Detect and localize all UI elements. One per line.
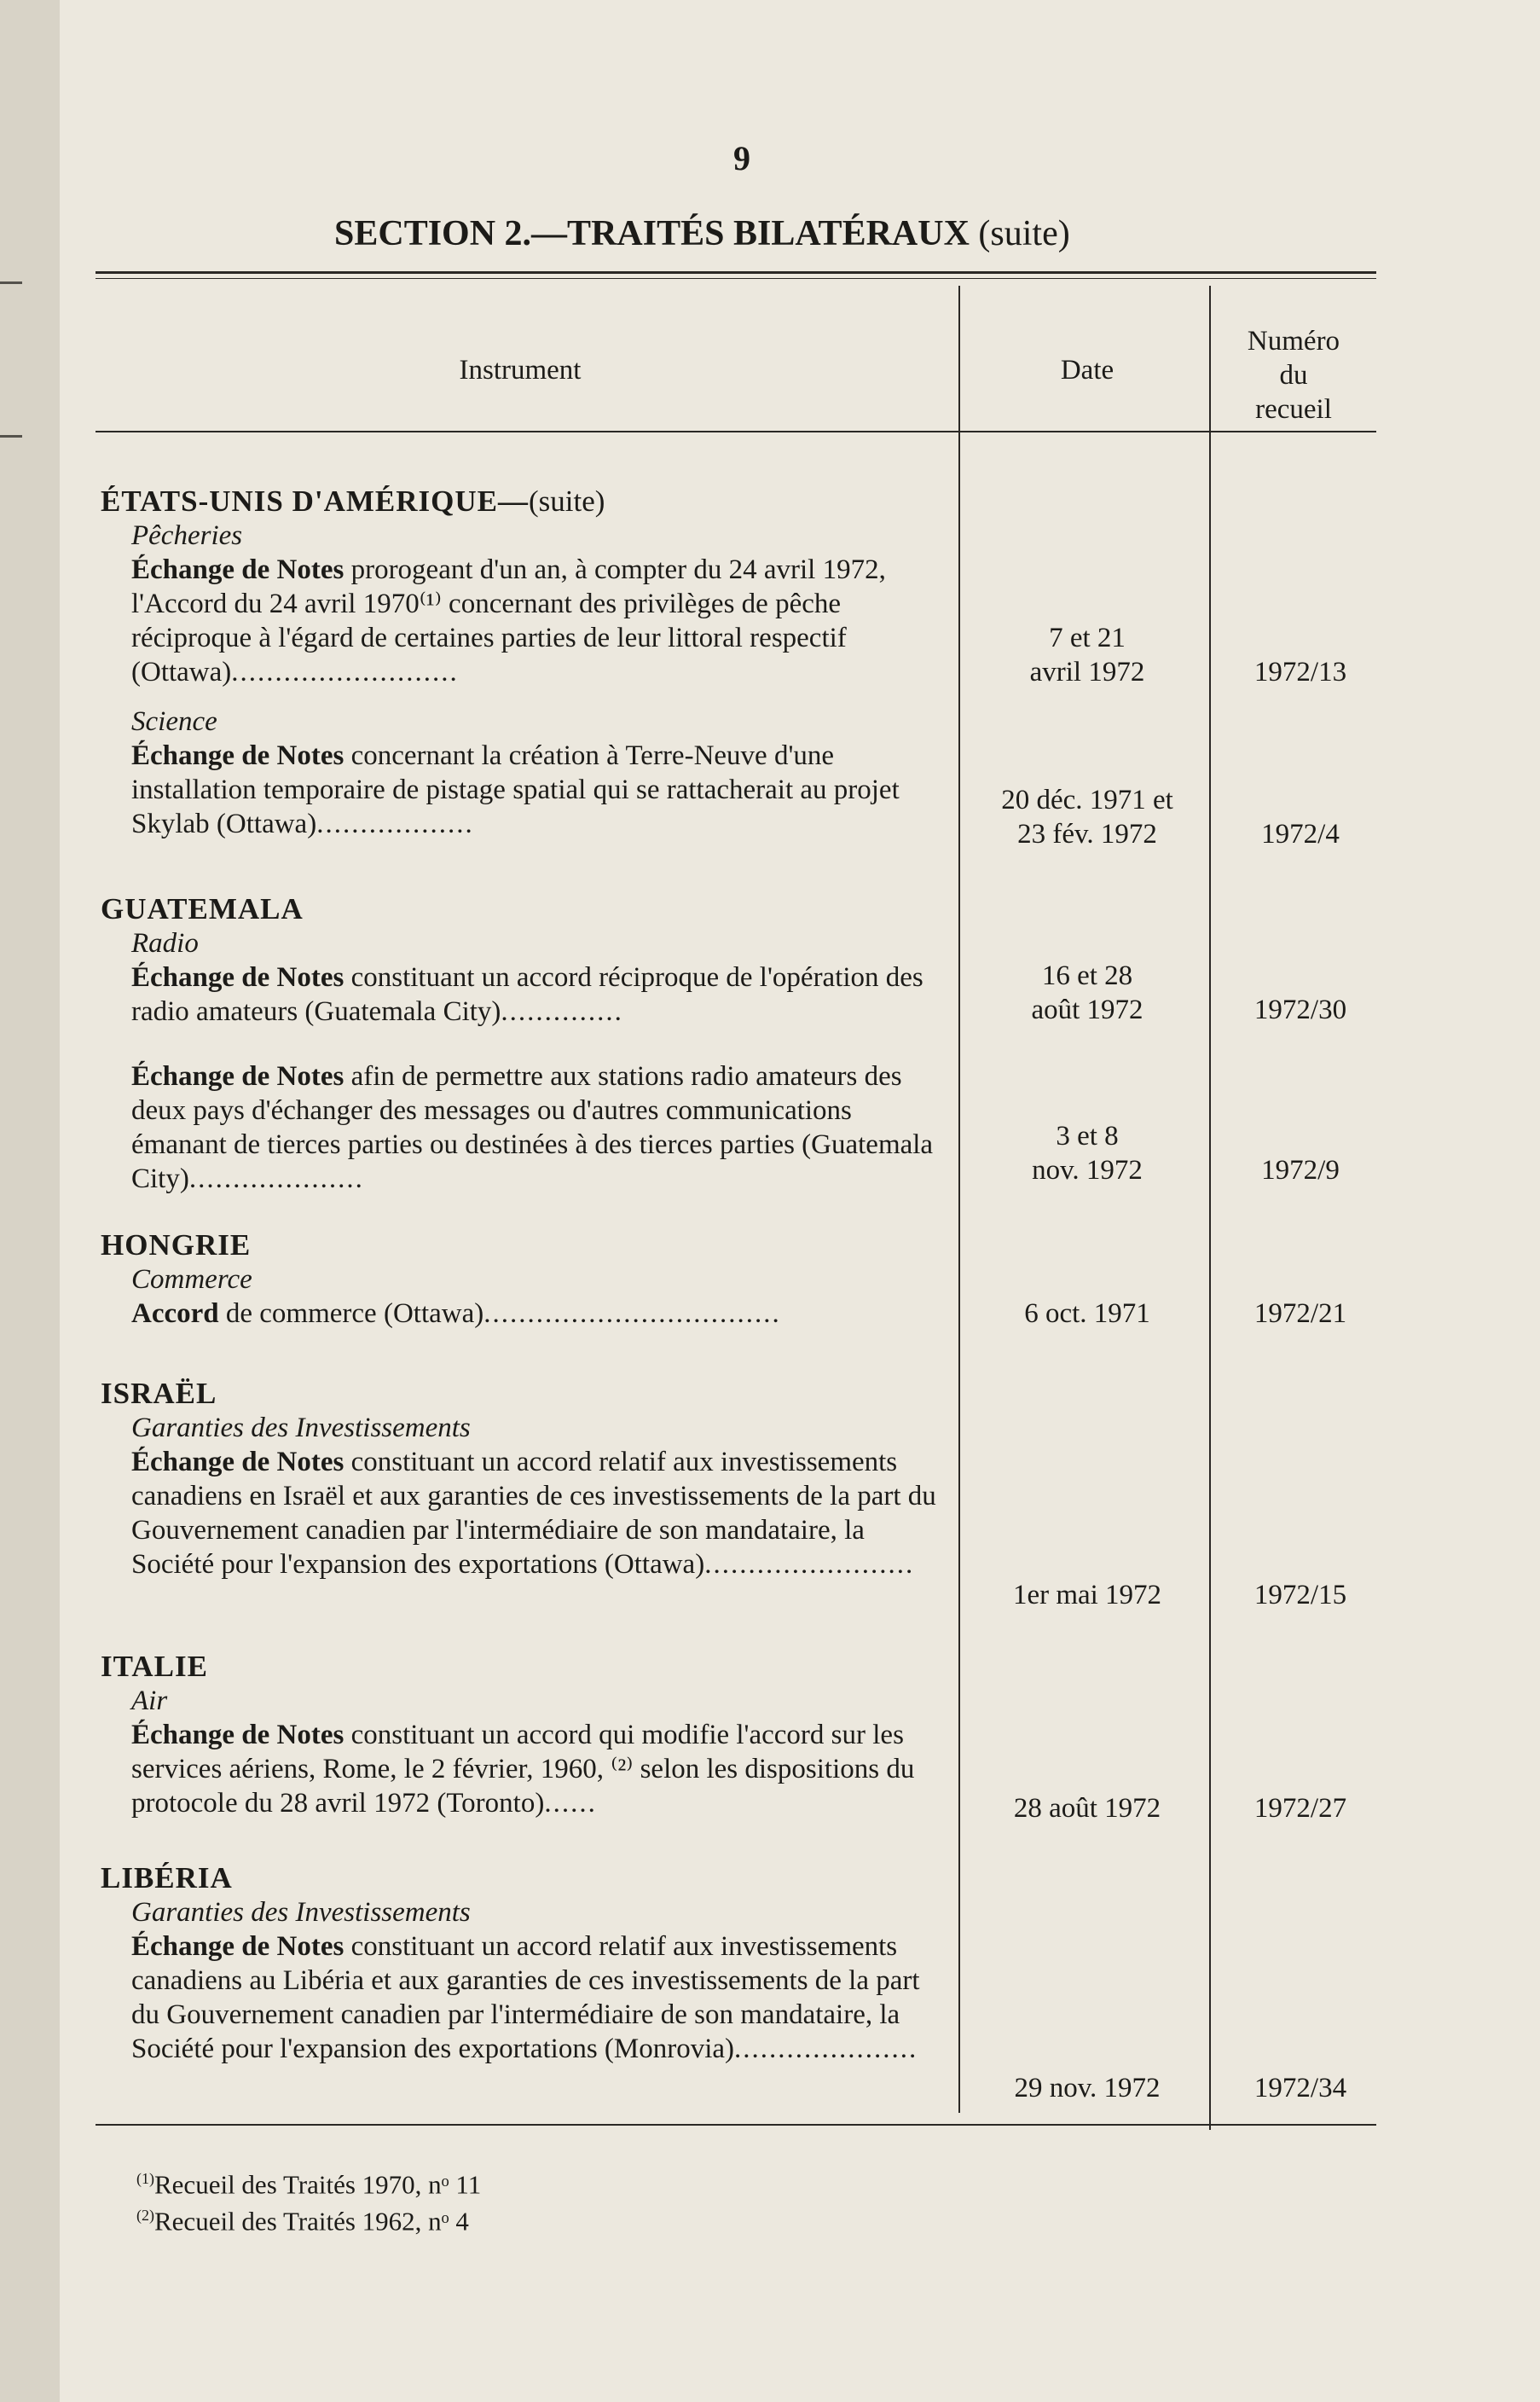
footnotes — [136, 2163, 481, 2237]
treaty-description: Accord de commerce (Ottawa).................................. — [131, 1298, 781, 1329]
treaty-text: prorogeant d'un an, à compter du 24 avril 1972, l'Accord du 24 avril 1970⁽¹⁾ concernant des privilèges de pêche réciproque à l'égard de certaines parties de leur littoral respectif (Ottawa) — [131, 554, 886, 688]
footnote-2 — [136, 2200, 481, 2237]
date-column-divider — [958, 286, 960, 2113]
subject-label: Air — [131, 1685, 168, 1716]
date-cell — [959, 1297, 1215, 1331]
treaty-lead: Échange de Notes — [131, 1720, 344, 1750]
number-cell: 1972/34 — [1253, 2073, 1347, 2103]
date-line: 7 et 21 — [1049, 623, 1126, 653]
country-name: ÉTATS-UNIS D'AMÉRIQUE— — [101, 484, 530, 518]
section-title — [334, 213, 1272, 254]
treaty-description: Échange de Notes concernant la création à Terre-Neuve d'une installation temporaire de pistage spatial qui se rattacherait au projet Skylab (Ottawa).................. — [131, 740, 900, 839]
footnote-text: Recueil des Traités 1970, nᵒ 11 — [154, 2169, 482, 2200]
country-name: HONGRIE — [101, 1228, 252, 1262]
date-line: 16 et 28 — [1041, 960, 1133, 991]
treaty-lead: Accord — [131, 1298, 219, 1329]
treaty-text: constituant un accord relatif aux investissements canadiens en Israël et aux garanties de ces investissements de la part du Gouvernement canadien par l'intermédiaire de son mandataire, la Société pour l'expansion des exportations (Ottawa) — [131, 1447, 936, 1580]
number-cell: 1972/13 — [1253, 657, 1347, 688]
subject-label: Science — [131, 706, 217, 737]
treaty-text: de commerce (Ottawa) — [225, 1298, 484, 1329]
date-cell — [959, 783, 1215, 851]
subject-label: Garanties des Investissements — [131, 1897, 471, 1928]
treaty-description: Échange de Notes constituant un accord relatif aux investissements canadiens au Libéria et aux garanties de ces investissements de la part du Gouvernement canadien par l'intermédiaire de son mandataire, la Société pour l'expansion des exportations (Monrovia)..................... — [131, 1931, 920, 2064]
table-top-rule — [96, 271, 1376, 274]
header-number-line2: du — [1279, 360, 1308, 391]
country-name: ITALIE — [101, 1650, 208, 1683]
treaty-lead: Échange de Notes — [131, 1061, 344, 1092]
header-number-line1: Numéro — [1247, 326, 1340, 357]
treaty-description: Échange de Notes afin de permettre aux stations radio amateurs des deux pays d'échanger des messages ou d'autres communications émanant de tierces parties ou destinées à des tierces parties (Guatemala City).................... — [131, 1061, 934, 1194]
footnote-1 — [136, 2163, 481, 2200]
treaty-text: concernant la création à Terre-Neuve d'une installation temporaire de pistage spatial qui se rattacherait au projet Skylab (Ottawa) — [131, 740, 900, 839]
treaty-text: afin de permettre aux stations radio amateurs des deux pays d'échanger des messages ou d'autres communications émanant de tierces parties ou destinées à des tierces parties (Guatemala City) — [131, 1061, 934, 1194]
date-cell — [959, 1119, 1215, 1187]
gutter-mark — [0, 281, 22, 284]
date-line: août 1972 — [1031, 995, 1143, 1025]
treaty-description: Échange de Notes prorogeant d'un an, à compter du 24 avril 1972, l'Accord du 24 avril 1970⁽¹⁾ concernant des privilèges de pêche réciproque à l'égard de certaines parties de leur littoral respectif (Ottawa).......................... — [131, 554, 886, 688]
date-line: 28 août 1972 — [1013, 1793, 1161, 1824]
number-cell: 1972/4 — [1261, 819, 1340, 850]
date-line: 3 et 8 — [1056, 1121, 1119, 1152]
section-title-main: SECTION 2.—TRAITÉS BILATÉRAUX — [334, 214, 970, 253]
header-bottom-rule — [96, 431, 1376, 432]
entry-italie — [101, 1650, 953, 1820]
gutter-mark — [0, 435, 22, 438]
treaty-lead: Échange de Notes — [131, 962, 344, 993]
country-name: LIBÉRIA — [101, 1861, 233, 1894]
country-name: ISRAËL — [101, 1377, 217, 1410]
subject-label: Radio — [131, 928, 199, 959]
date-cell — [959, 621, 1215, 689]
number-cell: 1972/21 — [1253, 1298, 1347, 1329]
number-cell: 1972/15 — [1253, 1580, 1347, 1610]
date-cell — [959, 2071, 1215, 2105]
subject-label: Pêcheries — [131, 520, 243, 551]
date-line: 6 oct. 1971 — [1024, 1298, 1150, 1329]
treaty-description: Échange de Notes constituant un accord relatif aux investissements canadiens en Israël et aux garanties de ces investissements de la part du Gouvernement canadien par l'intermédiaire de son mandataire, la Société pour l'expansion des exportations (Ottawa)........................ — [131, 1447, 936, 1580]
date-line: 1er mai 1972 — [1012, 1580, 1162, 1610]
treaty-lead: Échange de Notes — [131, 740, 344, 771]
treaty-lead: Échange de Notes — [131, 1447, 344, 1477]
number-column-divider — [1209, 286, 1211, 2130]
footnote-mark: (1) — [136, 2170, 154, 2187]
entry-guatemala — [101, 892, 953, 1196]
footnote-text: Recueil des Traités 1962, nᵒ 4 — [154, 2206, 469, 2237]
table-top-rule-thin — [96, 278, 1376, 279]
treaty-text: constituant un accord relatif aux investissements canadiens au Libéria et aux garanties de ces investissements de la part du Gouvernement canadien par l'intermédiaire de son mandataire, la Société pour l'expansion des exportations (Monrovia) — [131, 1931, 920, 2064]
date-line: 20 déc. 1971 et — [1001, 785, 1173, 815]
treaty-text: constituant un accord qui modifie l'accord sur les services aériens, Rome, le 2 février, 1960, ⁽²⁾ selon les dispositions du protocole du 28 avril 1972 (Toronto) — [131, 1720, 915, 1819]
treaty-description: Échange de Notes constituant un accord réciproque de l'opération des radio amateurs (Guatemala City).............. — [131, 962, 923, 1027]
date-line: 29 nov. 1972 — [1014, 2073, 1161, 2103]
date-cell — [959, 1791, 1215, 1825]
header-instrument: Instrument — [459, 355, 582, 386]
header-date: Date — [1060, 355, 1114, 386]
date-line: avril 1972 — [1029, 657, 1145, 688]
country-suffix: (suite) — [529, 484, 605, 518]
number-cell: 1972/27 — [1253, 1793, 1347, 1824]
entry-hongrie — [101, 1228, 953, 1331]
page-gutter — [0, 0, 60, 2402]
table-bottom-rule — [96, 2124, 1376, 2126]
date-line: 23 fév. 1972 — [1017, 819, 1157, 850]
subject-label: Garanties des Investissements — [131, 1413, 471, 1443]
footnote-mark: (2) — [136, 2207, 154, 2225]
entry-israel — [101, 1377, 953, 1581]
treaty-description: Échange de Notes constituant un accord qui modifie l'accord sur les services aériens, Rome, le 2 février, 1960, ⁽²⁾ selon les dispositions du protocole du 28 avril 1972 (Toronto)...... — [131, 1720, 915, 1819]
header-number — [1213, 324, 1375, 426]
date-cell — [959, 1578, 1215, 1612]
entry-usa — [101, 484, 953, 841]
country-heading — [101, 484, 953, 519]
subject-label: Commerce — [131, 1264, 252, 1295]
header-number-line3: recueil — [1255, 394, 1332, 425]
date-line: nov. 1972 — [1032, 1155, 1143, 1186]
section-title-suffix: (suite) — [978, 214, 1070, 253]
page-number: 9 — [733, 139, 750, 177]
treaty-text: constituant un accord réciproque de l'opération des radio amateurs (Guatemala City) — [131, 962, 923, 1027]
country-name: GUATEMALA — [101, 892, 304, 925]
treaty-lead: Échange de Notes — [131, 554, 344, 585]
number-cell: 1972/9 — [1261, 1155, 1340, 1186]
number-cell: 1972/30 — [1253, 995, 1347, 1025]
treaty-lead: Échange de Notes — [131, 1931, 344, 1962]
entry-liberia — [101, 1861, 953, 2066]
date-cell — [959, 959, 1215, 1027]
